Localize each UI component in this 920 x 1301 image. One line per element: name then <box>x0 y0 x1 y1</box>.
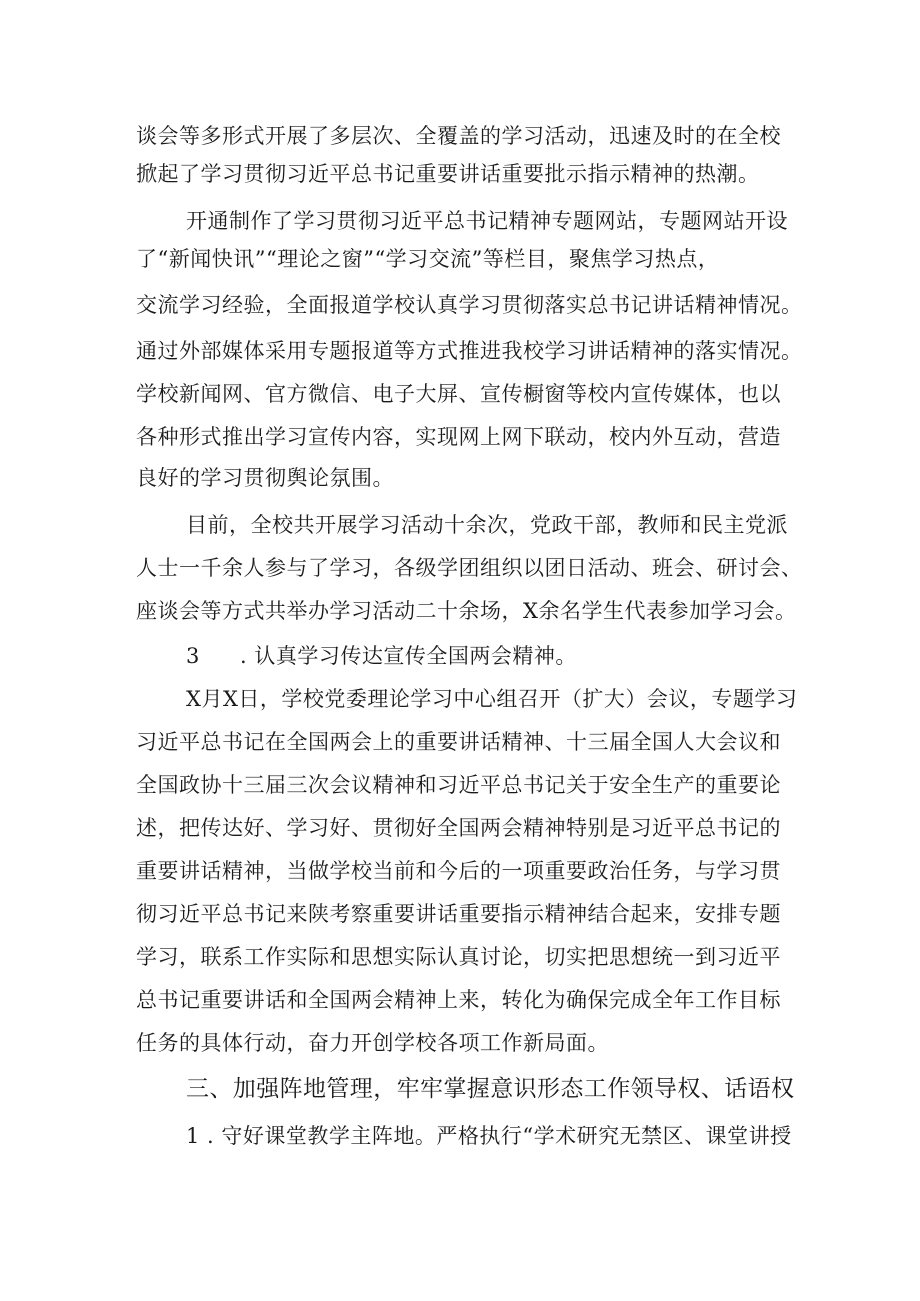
para4-line-4: 述，把传达好、学习好、贯彻好全国两会精神特别是习近平总书记的 <box>136 816 781 840</box>
para2-line-1: 开通制作了学习贯彻习近平总书记精神专题网站，专题网站开设 <box>186 209 788 233</box>
para1-line-2: 掀起了学习贯彻习近平总书记重要讲话重要批示指示精神的热潮。 <box>136 162 760 186</box>
para2-line-5: 学校新闻网、官方微信、电子大屏、宣传橱窗等校内宣传媒体，也以 <box>136 382 781 406</box>
para4-line-5: 重要讲话精神，当做学校当前和今后的一项重要政治任务，与学习贯 <box>136 859 781 883</box>
para2-line-7: 良好的学习贯彻舆论氛围。 <box>136 466 394 490</box>
para3-line-2: 人士一千余人参与了学习，各级学团组织以团日活动、班会、研讨会、 <box>136 556 803 580</box>
para2-line-2: 了“新闻快讯”“理论之窗”“学习交流”等栏目，聚焦学习热点， <box>136 247 720 271</box>
para2-line-4: 通过外部媒体采用专题报道等方式推进我校学习讲话精神的落实情况。 <box>136 339 803 363</box>
para2-line-3: 交流学习经验，全面报道学校认真学习贯彻落实总书记讲话精神情况。 <box>136 293 803 317</box>
para4-line-9: 任务的具体行动，奋力开创学校各项工作新局面。 <box>136 1031 609 1055</box>
para4-line-3: 全国政协十三届三次会议精神和习近平总书记关于安全生产的重要论 <box>136 773 781 797</box>
para4-line-6: 彻习近平总书记来陕考察重要讲话重要指示精神结合起来，安排专题 <box>136 902 781 926</box>
para3-line-1: 目前，全校共开展学习活动十余次，党政干部，教师和民主党派 <box>186 513 788 537</box>
para4-line-1: X月X日，学校党委理论学习中心组召开（扩大）会议，专题学习 <box>186 687 798 711</box>
item3-number: 3 <box>186 644 200 668</box>
section-3-heading: 三、加强阵地管理，牢牢掌握意识形态工作领导权、话语权 <box>186 1076 795 1102</box>
para3-line-3: 座谈会等方式共举办学习活动二十余场，X余名学生代表参加学习会。 <box>136 599 797 623</box>
para4-line-8: 总书记重要讲话和全国两会精神上来，转化为确保完成全年工作目标 <box>136 988 781 1012</box>
para4-line-7: 学习，联系工作实际和思想实际认真讨论，切实把思想统一到习近平 <box>136 945 781 969</box>
para2-line-6: 各种形式推出学习宣传内容，实现网上网下联动，校内外互动，营造 <box>136 425 781 449</box>
para1-line-1: 谈会等多形式开展了多层次、全覆盖的学习活动，迅速及时的在全校 <box>136 124 781 148</box>
item3-text: . 认真学习传达宣传全国两会精神。 <box>240 644 577 668</box>
item1-line-1: 1 . 守好课堂教学主阵地。严格执行“学术研究无禁区、课堂讲授 <box>186 1124 792 1148</box>
para4-line-2: 习近平总书记在全国两会上的重要讲话精神、十三届全国人大会议和 <box>136 730 781 754</box>
